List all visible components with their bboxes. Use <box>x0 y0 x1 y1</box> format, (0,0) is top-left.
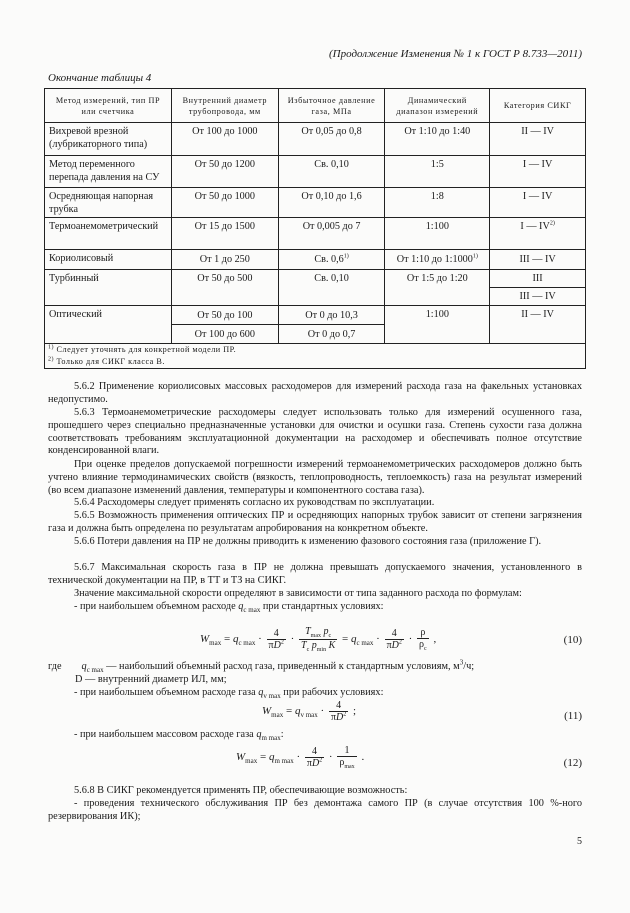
column-header-diameter: Внутренний диаметр трубопровода, мм <box>171 89 278 123</box>
cell-pressure: От 0,005 до 7 <box>278 218 385 250</box>
definition-text: — наибольший объемный расход газа, приведенный к стандартным условиям, м <box>103 661 460 672</box>
cell-diameter: От 50 до 100 <box>171 306 278 325</box>
paragraph-5-6-3-b: При оценке пределов допускаемой погрешности измерений термоанемометрических расходомеров должно быть учтено влияние термодинамических свойств (вязкость, теплопроводность, теплоемкость) газа на результат измерений (во всем диапазоне изменений давления, температуры и компонентного состава газа). <box>48 459 582 496</box>
table-header-row <box>45 89 586 123</box>
cell-pressure: Св. 0,10 <box>278 270 385 306</box>
table-row <box>45 306 586 325</box>
table-note <box>48 344 582 356</box>
cell-method: Метод переменного перепада давления на СУ <box>45 156 172 188</box>
cell-pressure <box>278 250 385 270</box>
list-text: - при наибольшем объемном расходе <box>74 601 239 612</box>
list-text: при стандартных условиях: <box>260 601 384 612</box>
table-row <box>45 250 586 270</box>
paragraph-5-6-6: 5.6.6 Потери давления на ПР не должны приводить к изменению фазового состояния газа (приложение Г). <box>74 536 542 547</box>
table-row <box>45 123 586 156</box>
table-row <box>45 156 586 188</box>
category-value: I — IV <box>520 221 550 232</box>
footnote-mark: 1) <box>343 253 349 260</box>
cell-category: III — IV <box>490 288 586 306</box>
range-value: От 1:10 до 1:1000 <box>396 254 473 265</box>
formula-number-12: (12) <box>563 757 582 769</box>
definition-q-c-max: где $q_{c max}$ — наибольший объемный расход газа, приведенный к стандартным условиям, $м^3/ч$; <box>48 658 475 675</box>
column-header-method: Метод измерений, тип ПР или счетчика <box>45 89 172 123</box>
page-number: 5 <box>577 836 582 847</box>
formula-number-11: (11) <box>564 710 582 722</box>
cell-range <box>385 250 490 270</box>
cell-category: I — IV <box>490 156 586 188</box>
list-item-mass: - при наибольшем массовом расходе газа $q_{m max}$: <box>74 729 284 743</box>
cell-range: От 1:5 до 1:20 <box>385 270 490 306</box>
footnote-mark: 2) <box>549 220 555 227</box>
cell-diameter: От 100 до 1000 <box>171 123 278 156</box>
paragraph-5-6-8: 5.6.8 В СИКГ рекомендуется применять ПР, обеспечивающие возможность: <box>74 785 408 796</box>
formula-12: $W_{max} = q_{m max}$ · $\frac{4}{\pi D^2}$ · $\frac{1}{\rho_{max}}$ . <box>236 745 365 770</box>
list-item-volume-standard: - при наибольшем объемном расходе $q_{c max}$ при стандартных условиях: <box>74 601 384 615</box>
cell-diameter: От 50 до 1200 <box>171 156 278 188</box>
cell-diameter: От 1 до 250 <box>171 250 278 270</box>
list-item-volume-working: - при наибольшем объемном расходе газа $q_{v max}$ при рабочих условиях: <box>74 687 384 701</box>
list-text: - при наибольшем объемном расходе газа <box>74 687 259 698</box>
table-row <box>45 188 586 218</box>
cell-diameter: От 100 до 600 <box>171 325 278 344</box>
cell-category <box>490 218 586 250</box>
column-header-range: Динамический диапазон измерений <box>385 89 490 123</box>
footnote-mark: 2) <box>48 356 54 363</box>
table-row <box>45 218 586 250</box>
cell-range: 1:100 <box>385 306 490 344</box>
cell-method: Вихревой врезной (лубрикаторного типа) <box>45 123 172 156</box>
symbol-q: q <box>238 601 244 612</box>
footnote-mark: 1) <box>472 253 478 260</box>
cell-pressure: От 0 до 0,7 <box>278 325 385 344</box>
list-text: : <box>280 729 284 740</box>
cell-diameter: От 50 до 500 <box>171 270 278 306</box>
symbol-q: q <box>258 687 264 698</box>
paragraph-5-6-4: 5.6.4 Расходомеры следует применять согласно их руководствам по эксплуатации. <box>74 497 435 508</box>
table-caption: Окончание таблицы 4 <box>48 72 152 84</box>
cell-category: III <box>490 270 586 288</box>
column-header-pressure: Избыточное давление газа, МПа <box>278 89 385 123</box>
cell-range: 1:8 <box>385 188 490 218</box>
note-text: Следует уточнять для конкретной модели ПР. <box>56 345 237 354</box>
list-text: - при наибольшем массовом расходе газа <box>74 729 257 740</box>
cell-category: I — IV <box>490 188 586 218</box>
cell-range: 1:5 <box>385 156 490 188</box>
cell-pressure: От 0,05 до 0,8 <box>278 123 385 156</box>
cell-method: Кориолисовый <box>45 250 172 270</box>
definition-d: D — внутренний диаметр ИЛ, мм; <box>75 674 227 685</box>
cell-pressure: От 0 до 10,3 <box>278 306 385 325</box>
table-notes <box>45 344 586 369</box>
cell-method: Оптический <box>45 306 172 344</box>
cell-method: Термоанемометрический <box>45 218 172 250</box>
formula-number-10: (10) <box>563 634 582 646</box>
list-item-maintenance: - проведения технического обслуживания ПР без демонтажа самого ПР (в случае отсутствия 100 %-ного резервирования ИК); <box>48 798 582 822</box>
cell-method: Осредняющая напорная трубка <box>45 188 172 218</box>
table-4 <box>44 88 586 369</box>
paragraph-5-6-7: 5.6.7 Максимальная скорость газа в ПР не должна превышать допускаемого значения, установленного в технической документации на ПР, в ТТ и ТЗ на СИКГ. <box>48 562 582 586</box>
footnote-mark: 1) <box>48 344 54 351</box>
cell-category: III — IV <box>490 250 586 270</box>
table-row <box>45 270 586 288</box>
formula-10: $W_{max} = q_{c max}$ · $\frac{4}{\pi D^2}$ · $\frac{T_{max} p_c}{T_c p_{min} K}$ = $q_{c max}$ · $\frac{4}{\pi D^2}$ · $\frac{\rho}{\rho_c}$ , <box>200 626 437 653</box>
cell-pressure: Св. 0,10 <box>278 156 385 188</box>
table-notes-row <box>45 344 586 369</box>
formula-11: $W_{max} = q_{v max}$ · $\frac{4}{\pi D^2}$ ; <box>262 700 357 723</box>
cell-diameter: От 15 до 1500 <box>171 218 278 250</box>
running-header: (Продолжение Изменения № 1 к ГОСТ Р 8.733—2011) <box>328 48 582 60</box>
column-header-category: Категория СИКГ <box>490 89 586 123</box>
cell-pressure: От 0,10 до 1,6 <box>278 188 385 218</box>
paragraph-5-6-7-b: Значение максимальной скорости определяют в зависимости от типа заданного расхода по формулам: <box>74 588 522 599</box>
cell-range: 1:100 <box>385 218 490 250</box>
pressure-value: Св. 0,6 <box>314 254 344 265</box>
symbol-q: q <box>256 729 262 740</box>
cell-method: Турбинный <box>45 270 172 306</box>
table-note <box>48 356 582 368</box>
symbol-q: q <box>81 661 87 672</box>
cell-range: От 1:10 до 1:40 <box>385 123 490 156</box>
paragraph-5-6-3: 5.6.3 Термоанемометрические расходомеры следует использовать только для измерений осушенного газа, прошедшего через специально предназначенные установки для очистки и осушки газа. Степень сухости газа должна соответствовать требованиям эксплуатационной документации на расходомер и обеспечивать полное отсутствие конденсированной влаги. <box>48 407 582 457</box>
list-text: при рабочих условиях: <box>280 687 384 698</box>
paragraph-5-6-2: 5.6.2 Применение кориолисовых массовых расходомеров для измерений расхода газа на факельных установках недопустимо. <box>48 381 582 405</box>
cell-category: II — IV <box>490 123 586 156</box>
cell-diameter: От 50 до 1000 <box>171 188 278 218</box>
note-text: Только для СИКГ класса В. <box>56 357 165 366</box>
where-label: где <box>48 661 62 672</box>
cell-category: II — IV <box>490 306 586 344</box>
paragraph-5-6-5: 5.6.5 Возможность применения оптических ПР и осредняющих напорных трубок зависит от степени загрязнения газа и должна быть определена по результатам апробирования на конкретном объекте. <box>48 510 582 534</box>
definition-unit: /ч; <box>463 661 475 672</box>
